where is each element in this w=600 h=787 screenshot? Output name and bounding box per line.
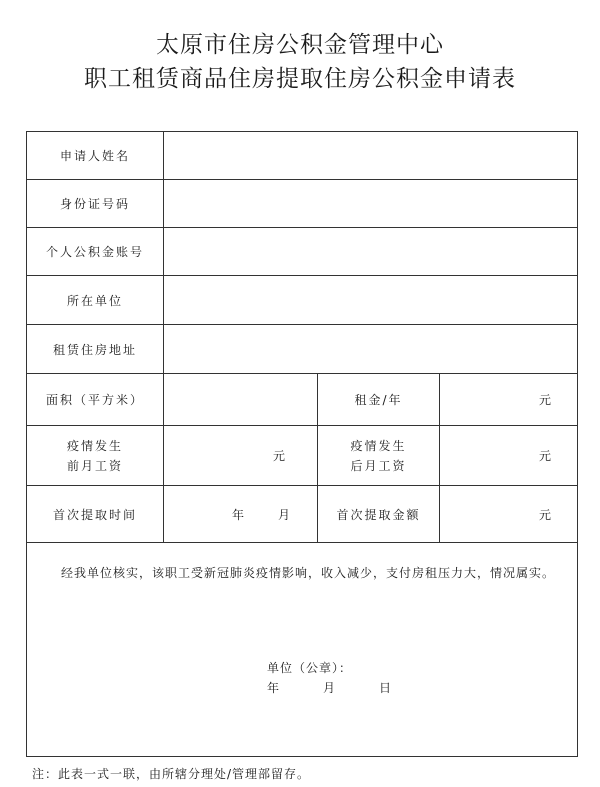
post-salary-unit: 元	[539, 449, 554, 463]
form-title-line1: 太原市住房公积金管理中心	[156, 32, 444, 58]
seal-label: 单位（公章）：	[267, 661, 353, 675]
row-first-withdrawal	[27, 486, 578, 543]
fund-account-field[interactable]	[164, 228, 578, 276]
first-time-label: 首次提取时间	[27, 486, 164, 543]
employer-field[interactable]	[164, 276, 578, 325]
row-employer	[27, 276, 578, 325]
row-salary	[27, 426, 578, 486]
first-time-field[interactable]	[164, 486, 318, 543]
post-salary-label-line1: 疫情发生	[350, 438, 407, 453]
row-rental-address	[27, 325, 578, 374]
first-amount-unit: 元	[539, 507, 554, 522]
row-id-number	[27, 180, 578, 228]
application-form-table	[26, 131, 578, 757]
verification-cell	[27, 543, 578, 757]
rental-address-field[interactable]	[164, 325, 578, 374]
year-char: 年	[231, 507, 246, 522]
form-title-line2: 职工租赁商品住房提取住房公积金申请表	[84, 66, 516, 92]
row-employer-verification	[27, 543, 578, 757]
rent-unit: 元	[539, 393, 554, 407]
verification-statement: 经我单位核实，该职工受新冠肺炎疫情影响，收入减少，支付房租压力大，情况属实。	[61, 566, 556, 580]
month-char: 月	[277, 507, 292, 522]
id-number-label: 身份证号码	[27, 180, 164, 228]
employer-label: 所在单位	[27, 276, 164, 325]
post-salary-label-line2: 后月工资	[350, 458, 407, 473]
area-field[interactable]	[164, 374, 318, 426]
applicant-name-field[interactable]	[164, 132, 578, 180]
row-applicant-name	[27, 132, 578, 180]
footnote: 注：此表一式一联，由所辖分理处/管理部留存。	[32, 767, 311, 781]
fund-account-label: 个人公积金账号	[27, 228, 164, 276]
post-salary-field[interactable]	[440, 426, 578, 486]
first-amount-label: 首次提取金额	[318, 486, 440, 543]
rental-address-label: 租赁住房地址	[27, 325, 164, 374]
row-area-rent	[27, 374, 578, 426]
pre-salary-label-line1: 疫情发生	[66, 438, 123, 453]
first-amount-field[interactable]	[440, 486, 578, 543]
post-salary-label	[318, 426, 440, 486]
date-line: 年 月 日	[267, 681, 394, 695]
id-number-field[interactable]	[164, 180, 578, 228]
rent-field[interactable]	[440, 374, 578, 426]
pre-salary-label-line2: 前月工资	[66, 458, 123, 473]
pre-salary-field[interactable]	[164, 426, 318, 486]
pre-salary-unit: 元	[272, 449, 287, 463]
rent-label: 租金/年	[318, 374, 440, 426]
area-label: 面积（平方米）	[27, 374, 164, 426]
row-fund-account	[27, 228, 578, 276]
applicant-name-label: 申请人姓名	[27, 132, 164, 180]
pre-salary-label	[27, 426, 164, 486]
